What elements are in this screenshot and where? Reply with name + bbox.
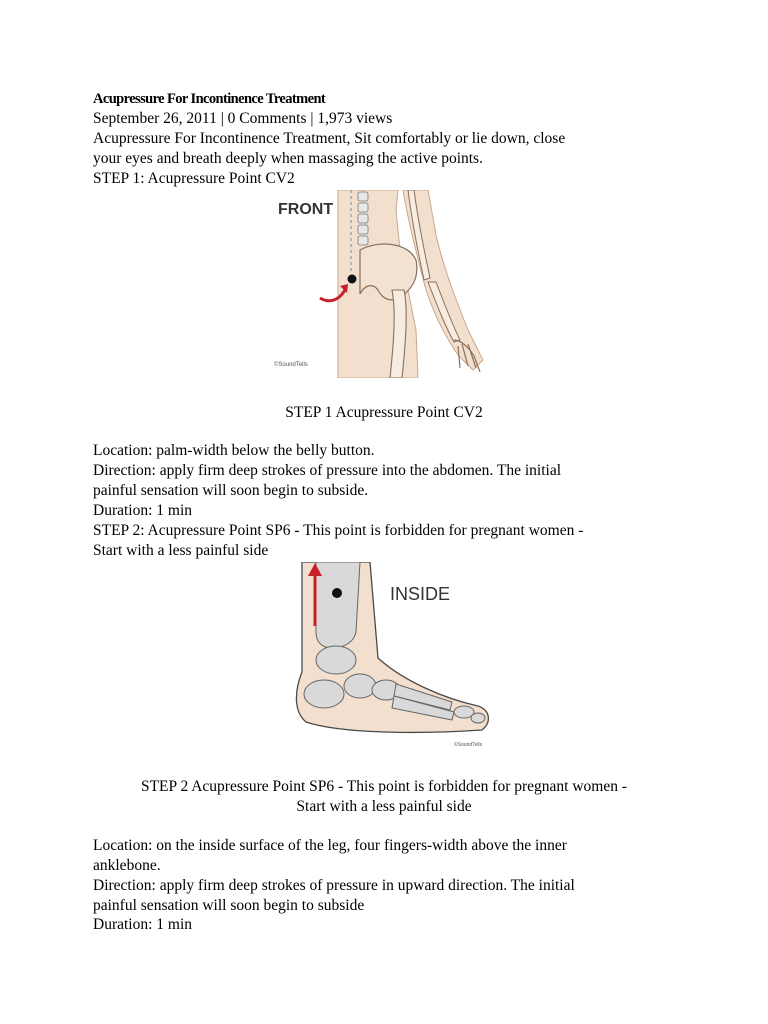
step2-caption-line-1: STEP 2 Acupressure Point SP6 - This point is forbidden for pregnant women -	[140, 778, 628, 795]
step1-direction-line-2: painful sensation will soon begin to subside.	[93, 482, 369, 499]
article-meta: September 26, 2011 | 0 Comments | 1,973 views	[93, 110, 393, 127]
step2-location-line-1: Location: on the inside surface of the leg, four fingers-width above the inner	[93, 837, 567, 854]
step2-heading-line-1: STEP 2: Acupressure Point SP6 - This point is forbidden for pregnant women -	[93, 522, 584, 539]
step2-caption	[0, 777, 768, 817]
intro-line-2: your eyes and breath deeply when massaging the active points.	[93, 150, 483, 167]
step2-direction-line-1: Direction: apply firm deep strokes of pressure in upward direction. The initial	[93, 877, 575, 894]
step2-caption-line-2: Start with a less painful side	[296, 798, 472, 815]
step1-figure-front-hip	[268, 190, 500, 378]
step1-figure-credit: ©SoundTells	[274, 362, 308, 368]
step2-location-line-2: anklebone.	[93, 857, 161, 874]
intro-line-1: Acupressure For Incontinence Treatment, Sit comfortably or lie down, close	[93, 130, 566, 147]
article-title: Acupressure For Incontinence Treatment	[93, 91, 326, 107]
step1-heading: STEP 1: Acupressure Point CV2	[93, 170, 295, 187]
step1-direction-line-1: Direction: apply firm deep strokes of pressure into the abdomen. The initial	[93, 462, 562, 479]
step2-direction-line-2: painful sensation will soon begin to subside	[93, 897, 365, 914]
step1-duration: Duration: 1 min	[93, 502, 193, 519]
step2-heading-line-2: Start with a less painful side	[93, 542, 269, 559]
step2-figure-credit: ©SoundTells	[454, 742, 483, 748]
step1-location: Location: palm-width below the belly button.	[93, 442, 375, 459]
step2-duration: Duration: 1 min	[93, 916, 193, 933]
step1-caption: STEP 1 Acupressure Point CV2	[285, 404, 483, 421]
step1-figure-label: FRONT	[278, 201, 334, 218]
step2-figure-label: INSIDE	[390, 584, 451, 604]
step2-figure-inside-ankle	[282, 562, 494, 752]
